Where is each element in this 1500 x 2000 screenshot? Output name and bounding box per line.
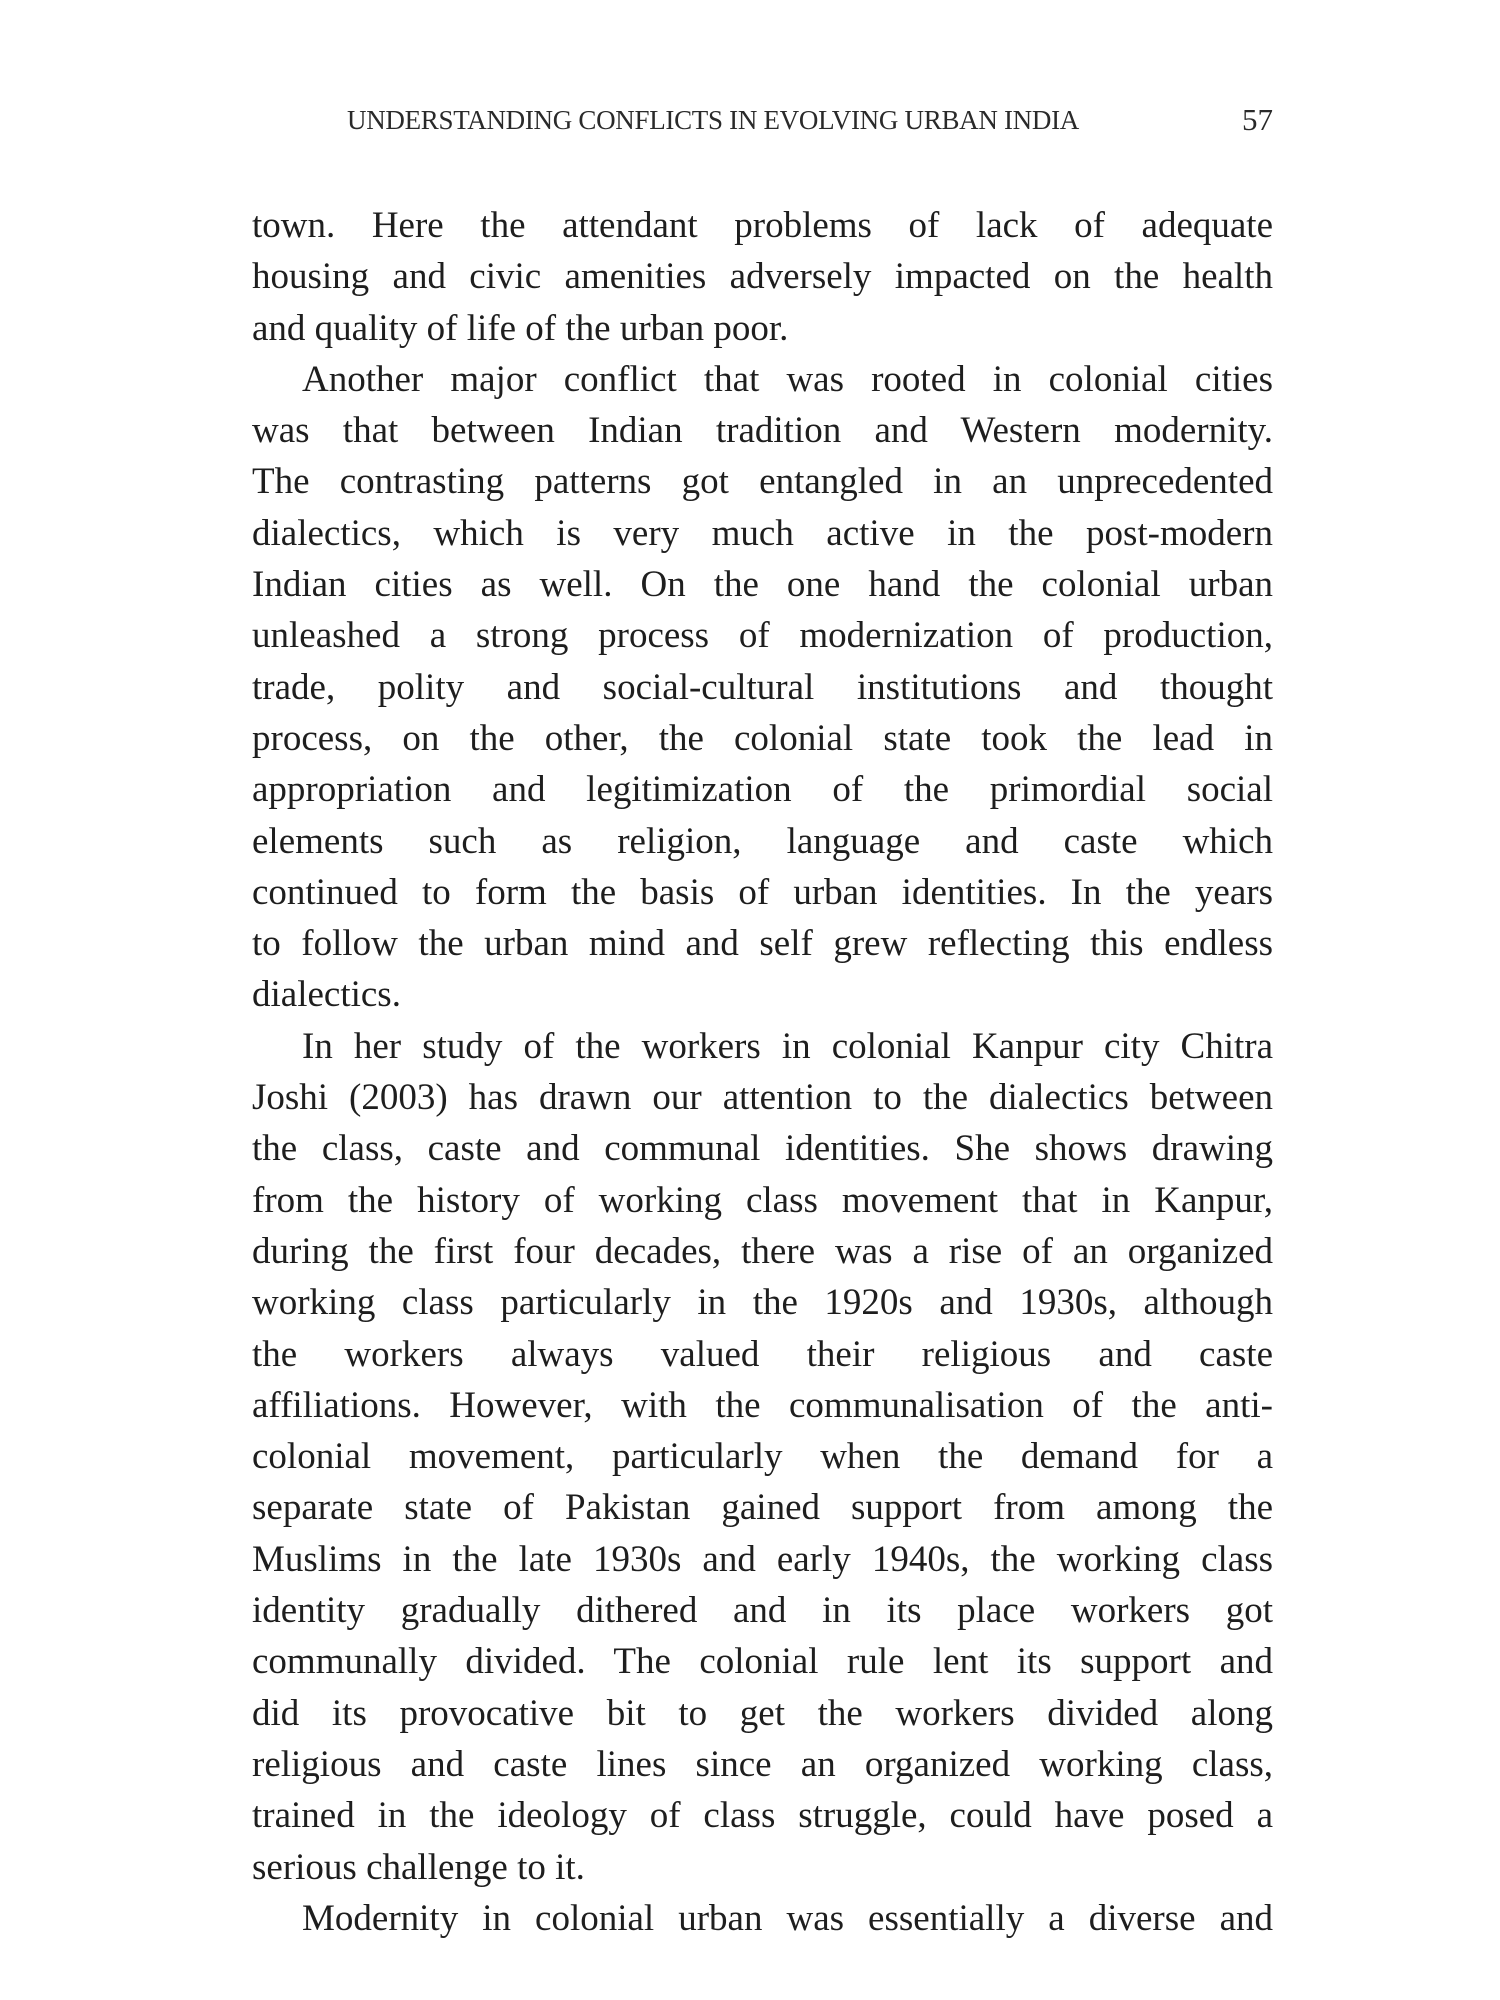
text-line: and quality of life of the urban poor. — [252, 307, 789, 349]
paragraph — [252, 1021, 1273, 1893]
text-line: elements such as religion, language and caste which — [252, 820, 1273, 862]
text-line: serious challenge to it. — [252, 1846, 585, 1888]
text-line: dialectics, which is very much active in the post-modern — [252, 512, 1273, 554]
text-line: to follow the urban mind and self grew reflecting this endless — [252, 923, 1273, 965]
text-line: appropriation and legitimization of the primordial social — [252, 769, 1273, 811]
text-line: did its provocative bit to get the workers divided along — [252, 1692, 1273, 1734]
text-line: religious and caste lines since an organized working class, — [252, 1743, 1273, 1785]
text-line: unleashed a strong process of modernization of production, — [252, 615, 1273, 657]
text-line: trade, polity and social-cultural institutions and thought — [252, 666, 1273, 708]
running-head — [347, 100, 1273, 140]
text-line: the class, caste and communal identities. She shows drawing — [252, 1128, 1273, 1170]
text-line: Muslims in the late 1930s and early 1940s, the working class — [252, 1538, 1273, 1580]
text-line: separate state of Pakistan gained support from among the — [252, 1487, 1273, 1529]
paragraph — [252, 1893, 1273, 1944]
text-line: process, on the other, the colonial state took the lead in — [252, 717, 1273, 759]
text-line: identity gradually dithered and in its place workers got — [252, 1590, 1273, 1632]
paragraph — [252, 200, 1273, 354]
text-line: In her study of the workers in colonial Kanpur city Chitra — [302, 1025, 1273, 1067]
text-line: continued to form the basis of urban identities. In the years — [252, 871, 1273, 913]
text-line: housing and civic amenities adversely impacted on the health — [252, 256, 1273, 298]
text-line: was that between Indian tradition and Western modernity. — [252, 410, 1273, 452]
text-line: during the first four decades, there was a rise of an organized — [252, 1230, 1273, 1272]
text-line: Modernity in colonial urban was essentially a diverse and — [302, 1897, 1273, 1939]
running-title: UNDERSTANDING CONFLICTS IN EVOLVING URBAN INDIA — [347, 105, 1079, 135]
text-line: affiliations. However, with the communalisation of the anti- — [252, 1384, 1273, 1426]
text-line: Another major conflict that was rooted in colonial cities — [302, 358, 1273, 400]
text-line: dialectics. — [252, 974, 401, 1016]
text-line: town. Here the attendant problems of lack of adequate — [252, 205, 1273, 246]
page-number: 57 — [1242, 102, 1273, 137]
text-line: the workers always valued their religious and caste — [252, 1333, 1273, 1375]
text-line: working class particularly in the 1920s and 1930s, although — [252, 1282, 1273, 1324]
text-line: communally divided. The colonial rule lent its support and — [252, 1641, 1273, 1683]
text-line: Indian cities as well. On the one hand the colonial urban — [252, 564, 1273, 606]
text-line: Joshi (2003) has drawn our attention to the dialectics between — [252, 1077, 1273, 1119]
text-line: The contrasting patterns got entangled in an unprecedented — [252, 461, 1273, 503]
text-line: trained in the ideology of class struggle, could have posed a — [252, 1795, 1273, 1837]
text-line: colonial movement, particularly when the demand for a — [252, 1436, 1273, 1478]
paragraph — [252, 354, 1273, 1021]
text-line: from the history of working class movement that in Kanpur, — [252, 1179, 1273, 1221]
body-text — [252, 200, 1273, 1944]
